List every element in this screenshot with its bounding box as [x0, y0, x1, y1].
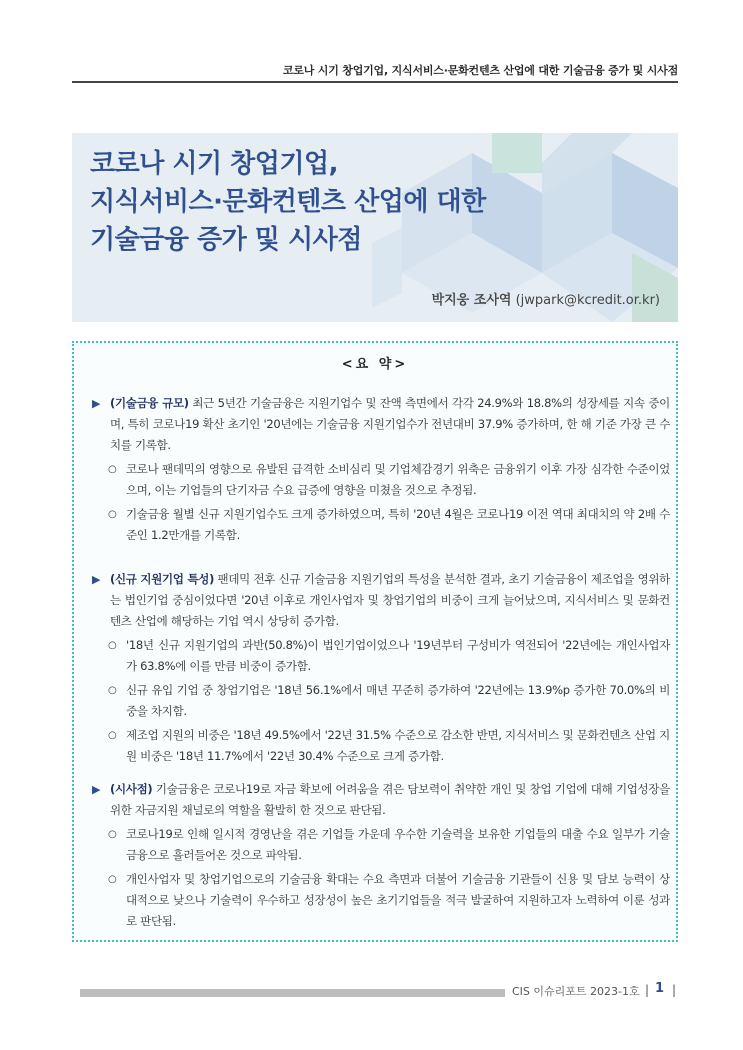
- circle-bullet-icon: ○: [108, 640, 117, 651]
- title-line-1: 코로나 시기 창업기업,: [90, 149, 339, 179]
- section-tech-finance-scale: [84, 393, 670, 546]
- circle-bullet-icon: ○: [108, 874, 117, 885]
- section-paragraph: [84, 779, 670, 821]
- triangle-bullet-icon: ▶: [92, 397, 101, 410]
- sub-bullet-text: 개인사업자 및 창업기업으로의 기술금융 확대는 수요 측면과 더불어 기술금융 기관들이 신용 및 담보 능력이 상대적으로 낮으나 기술력이 우수하고 성장성이 높은 초기기업들을 적극 발굴하여 지원하고자 노력하여 이룬 성과로 판단됨.: [126, 872, 670, 928]
- header-rule: [72, 81, 678, 83]
- section-paragraph: [84, 569, 670, 632]
- sub-bullet: [84, 869, 670, 932]
- sub-bullet: [84, 635, 670, 677]
- title-line-3: 기술금융 증가 및 시사점: [90, 225, 362, 255]
- title-banner: [72, 133, 678, 322]
- sub-bullet-text: 기술금융 월별 신규 지원기업수도 크게 증가하였으며, 특히 '20년 4월은 코로나19 이전 역대 최대치의 약 2배 수준인 1.2만개를 기록함.: [126, 507, 670, 542]
- sub-bullet: [84, 725, 670, 767]
- triangle-bullet-icon: ▶: [92, 573, 101, 586]
- section-lead: (신규 지원기업 특성): [110, 572, 215, 586]
- circle-bullet-icon: ○: [108, 730, 117, 741]
- circle-bullet-icon: ○: [108, 685, 117, 696]
- section-text: 팬데믹 전후 신규 기술금융 지원기업의 특성을 분석한 결과, 초기 기술금융이 제조업을 영위하는 법인기업 중심이었다면 '20년 이후로 개인사업자 및 창업기업의 비중이 크게 늘어났으며, 지식서비스 및 문화컨텐츠 산업에 해당하는 기업 역시 상당히 증가함.: [110, 572, 670, 628]
- author-name: 박지웅 조사역: [431, 293, 512, 308]
- footer-separator: |: [672, 983, 677, 997]
- section-lead: (시사점): [110, 782, 153, 796]
- sub-bullet: [84, 680, 670, 722]
- sub-bullet-text: '18년 신규 지원기업의 과반(50.8%)이 법인기업이었으나 '19년부터 구성비가 역전되어 '22년에는 개인사업자가 63.8%에 이를 만큼 비중이 증가함.: [126, 638, 670, 673]
- circle-bullet-icon: ○: [108, 509, 117, 520]
- section-text: 기술금융은 코로나19로 자금 확보에 어려움을 겪은 담보력이 취약한 개인 및 창업 기업에 대해 기업성장을 위한 자금지원 채널로의 역할을 활발히 한 것으로 판단됨.: [110, 782, 670, 817]
- sub-bullet-text: 코로나 팬데믹의 영향으로 유발된 급격한 소비심리 및 기업체감경기 위축은 금융위기 이후 가장 심각한 수준이었으며, 이는 기업들의 단기자금 수요 급증에 영향을 미쳤을 것으로 추정됨.: [126, 462, 670, 497]
- sub-bullet-text: 코로나19로 인해 일시적 경영난을 겪은 기업들 가운데 우수한 기술력을 보유한 기업들의 대출 수요 일부가 기술금융으로 흘러들어온 것으로 파악됨.: [126, 827, 670, 862]
- sub-bullet: [84, 824, 670, 866]
- section-paragraph: [84, 393, 670, 456]
- sub-bullet-text: 제조업 지원의 비중은 '18년 49.5%에서 '22년 31.5% 수준으로 감소한 반면, 지식서비스 및 문화컨텐츠 산업 지원 비중은 '18년 11.7%에서 '22년 30.4% 수준으로 크게 증가함.: [126, 728, 670, 763]
- footer-publication: CIS 이슈리포트 2023-1호: [512, 985, 640, 998]
- circle-bullet-icon: ○: [108, 464, 117, 475]
- section-implications: [84, 779, 670, 932]
- author-line: [432, 289, 660, 308]
- footer-bar: [80, 989, 505, 997]
- section-text: 최근 5년간 기술금융은 지원기업수 및 잔액 측면에서 각각 24.9%와 18.8%의 성장세를 지속 중이며, 특히 코로나19 확산 초기인 '20년에는 기술금융 지원기업수가 전년대비 37.9% 증가하며, 한 해 기준 가장 큰 수치를 기록함.: [110, 396, 670, 452]
- section-new-firms: [84, 569, 670, 767]
- running-header: 코로나 시기 창업기업, 지식서비스·문화컨텐츠 산업에 대한 기술금융 증가 및 시사점: [282, 64, 678, 77]
- page-number: 1: [655, 981, 665, 996]
- sub-bullet: [84, 504, 670, 546]
- footer-separator: |: [645, 983, 650, 997]
- title-line-2: 지식서비스·문화컨텐츠 산업에 대한: [90, 187, 486, 217]
- sub-bullet-text: 신규 유입 기업 중 창업기업은 '18년 56.1%에서 매년 꾸준히 증가하여 '22년에는 13.9%p 증가한 70.0%의 비중을 차지함.: [126, 683, 670, 718]
- summary-heading: <요 약>: [341, 357, 409, 372]
- triangle-bullet-icon: ▶: [92, 783, 101, 796]
- sub-bullet: [84, 459, 670, 501]
- circle-bullet-icon: ○: [108, 829, 117, 840]
- document-title: [90, 145, 486, 259]
- section-lead: (기술금융 규모): [110, 396, 189, 410]
- author-email: (jwpark@kcredit.or.kr): [515, 293, 660, 308]
- summary-box: [72, 341, 678, 942]
